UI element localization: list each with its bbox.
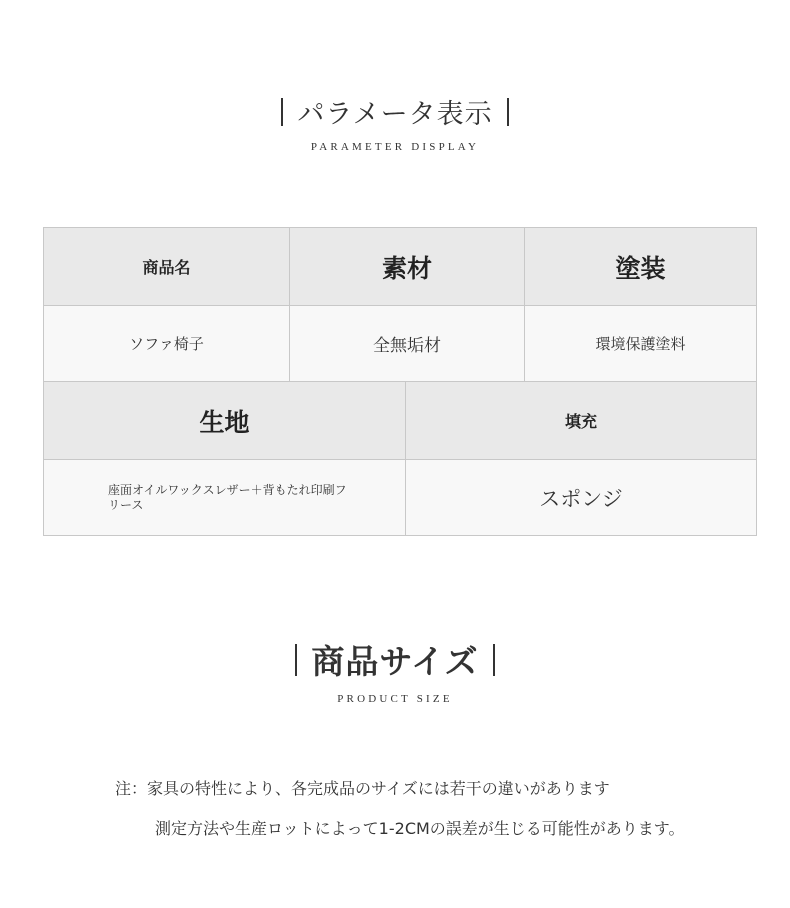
- table-value-row-1: [44, 305, 756, 381]
- header-coating: 塗装: [524, 228, 756, 305]
- table-value-row-2: [44, 459, 756, 535]
- size-subtitle: PRODUCT SIZE: [337, 693, 453, 705]
- table-header-row-2: [44, 381, 756, 459]
- value-product-name: ソファ椅子: [44, 306, 289, 381]
- header-product-name: 商品名: [44, 228, 289, 305]
- parameter-display-header: [0, 92, 790, 153]
- product-size-header: [0, 636, 790, 705]
- value-fabric-text: 座面オイルワックスレザー＋背もたれ印刷フリース: [108, 482, 347, 512]
- table-header-row-1: [44, 228, 756, 305]
- size-title: 商品サイズ: [311, 642, 479, 681]
- parameter-table: [43, 227, 757, 536]
- value-filling: スポンジ: [405, 460, 756, 535]
- parameter-title-line: [281, 92, 508, 131]
- title-right-bar: [507, 98, 509, 126]
- size-title-left-bar: [295, 644, 297, 676]
- value-fabric: [44, 460, 405, 535]
- title-left-bar: [281, 98, 283, 126]
- parameter-title: パラメータ表示: [297, 99, 493, 130]
- value-coating: 環境保護塗料: [524, 306, 756, 381]
- header-material: 素材: [289, 228, 524, 305]
- size-title-right-bar: [493, 644, 495, 676]
- header-filling: 填充: [405, 382, 756, 459]
- parameter-subtitle: PARAMETER DISPLAY: [310, 141, 480, 153]
- size-note-1: 注：家具の特性により、各完成品のサイズには若干の違いがあります: [115, 779, 610, 798]
- size-note-2: 測定方法や生産ロットによって1-2CMの誤差が生じる可能性があります。: [155, 819, 685, 838]
- header-fabric: 生地: [44, 382, 405, 459]
- value-material: 全無垢材: [289, 306, 524, 381]
- size-title-line: [295, 636, 494, 683]
